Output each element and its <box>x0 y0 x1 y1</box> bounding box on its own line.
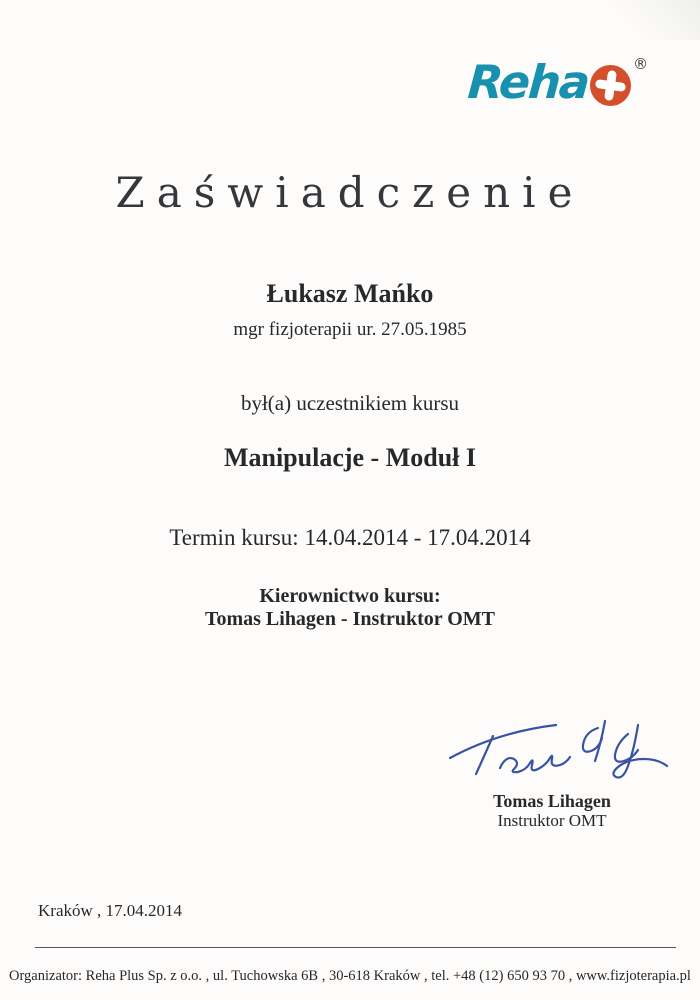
handwritten-signature <box>438 714 680 796</box>
organizer-footer: Organizator: Reha Plus Sp. z o.o. , ul. Tuchowska 6B , 30-618 Kraków , tel. +48 (12) 650 93 70 , www.fizjoterapia.pl <box>9 968 691 984</box>
course-leadership-value: Tomas Lihagen - Instruktor OMT <box>204 608 496 630</box>
registered-trademark-icon: ® <box>633 55 649 73</box>
course-leadership-label: Kierownictwo kursu: <box>259 585 441 607</box>
plus-circle-icon <box>589 64 632 107</box>
course-dates: Termin kursu: 14.04.2014 - 17.04.2014 <box>169 525 531 550</box>
participation-line: był(a) uczestnikiem kursu <box>240 391 460 415</box>
footer-divider <box>35 947 676 948</box>
recipient-details: mgr fizjoterapii ur. 27.05.1985 <box>233 319 467 340</box>
reha-plus-logo <box>468 56 647 108</box>
place-and-date: Kraków , 17.04.2014 <box>38 901 183 920</box>
course-name: Manipulacje - Moduł I <box>223 443 477 472</box>
signer-role: Instruktor OMT <box>497 811 607 830</box>
logo-brand-text: Reha <box>466 55 591 109</box>
signer-name: Tomas Lihagen <box>493 791 611 811</box>
certificate-title: Zaświadczenie <box>115 168 585 217</box>
recipient-name: Łukasz Mańko <box>266 279 434 308</box>
